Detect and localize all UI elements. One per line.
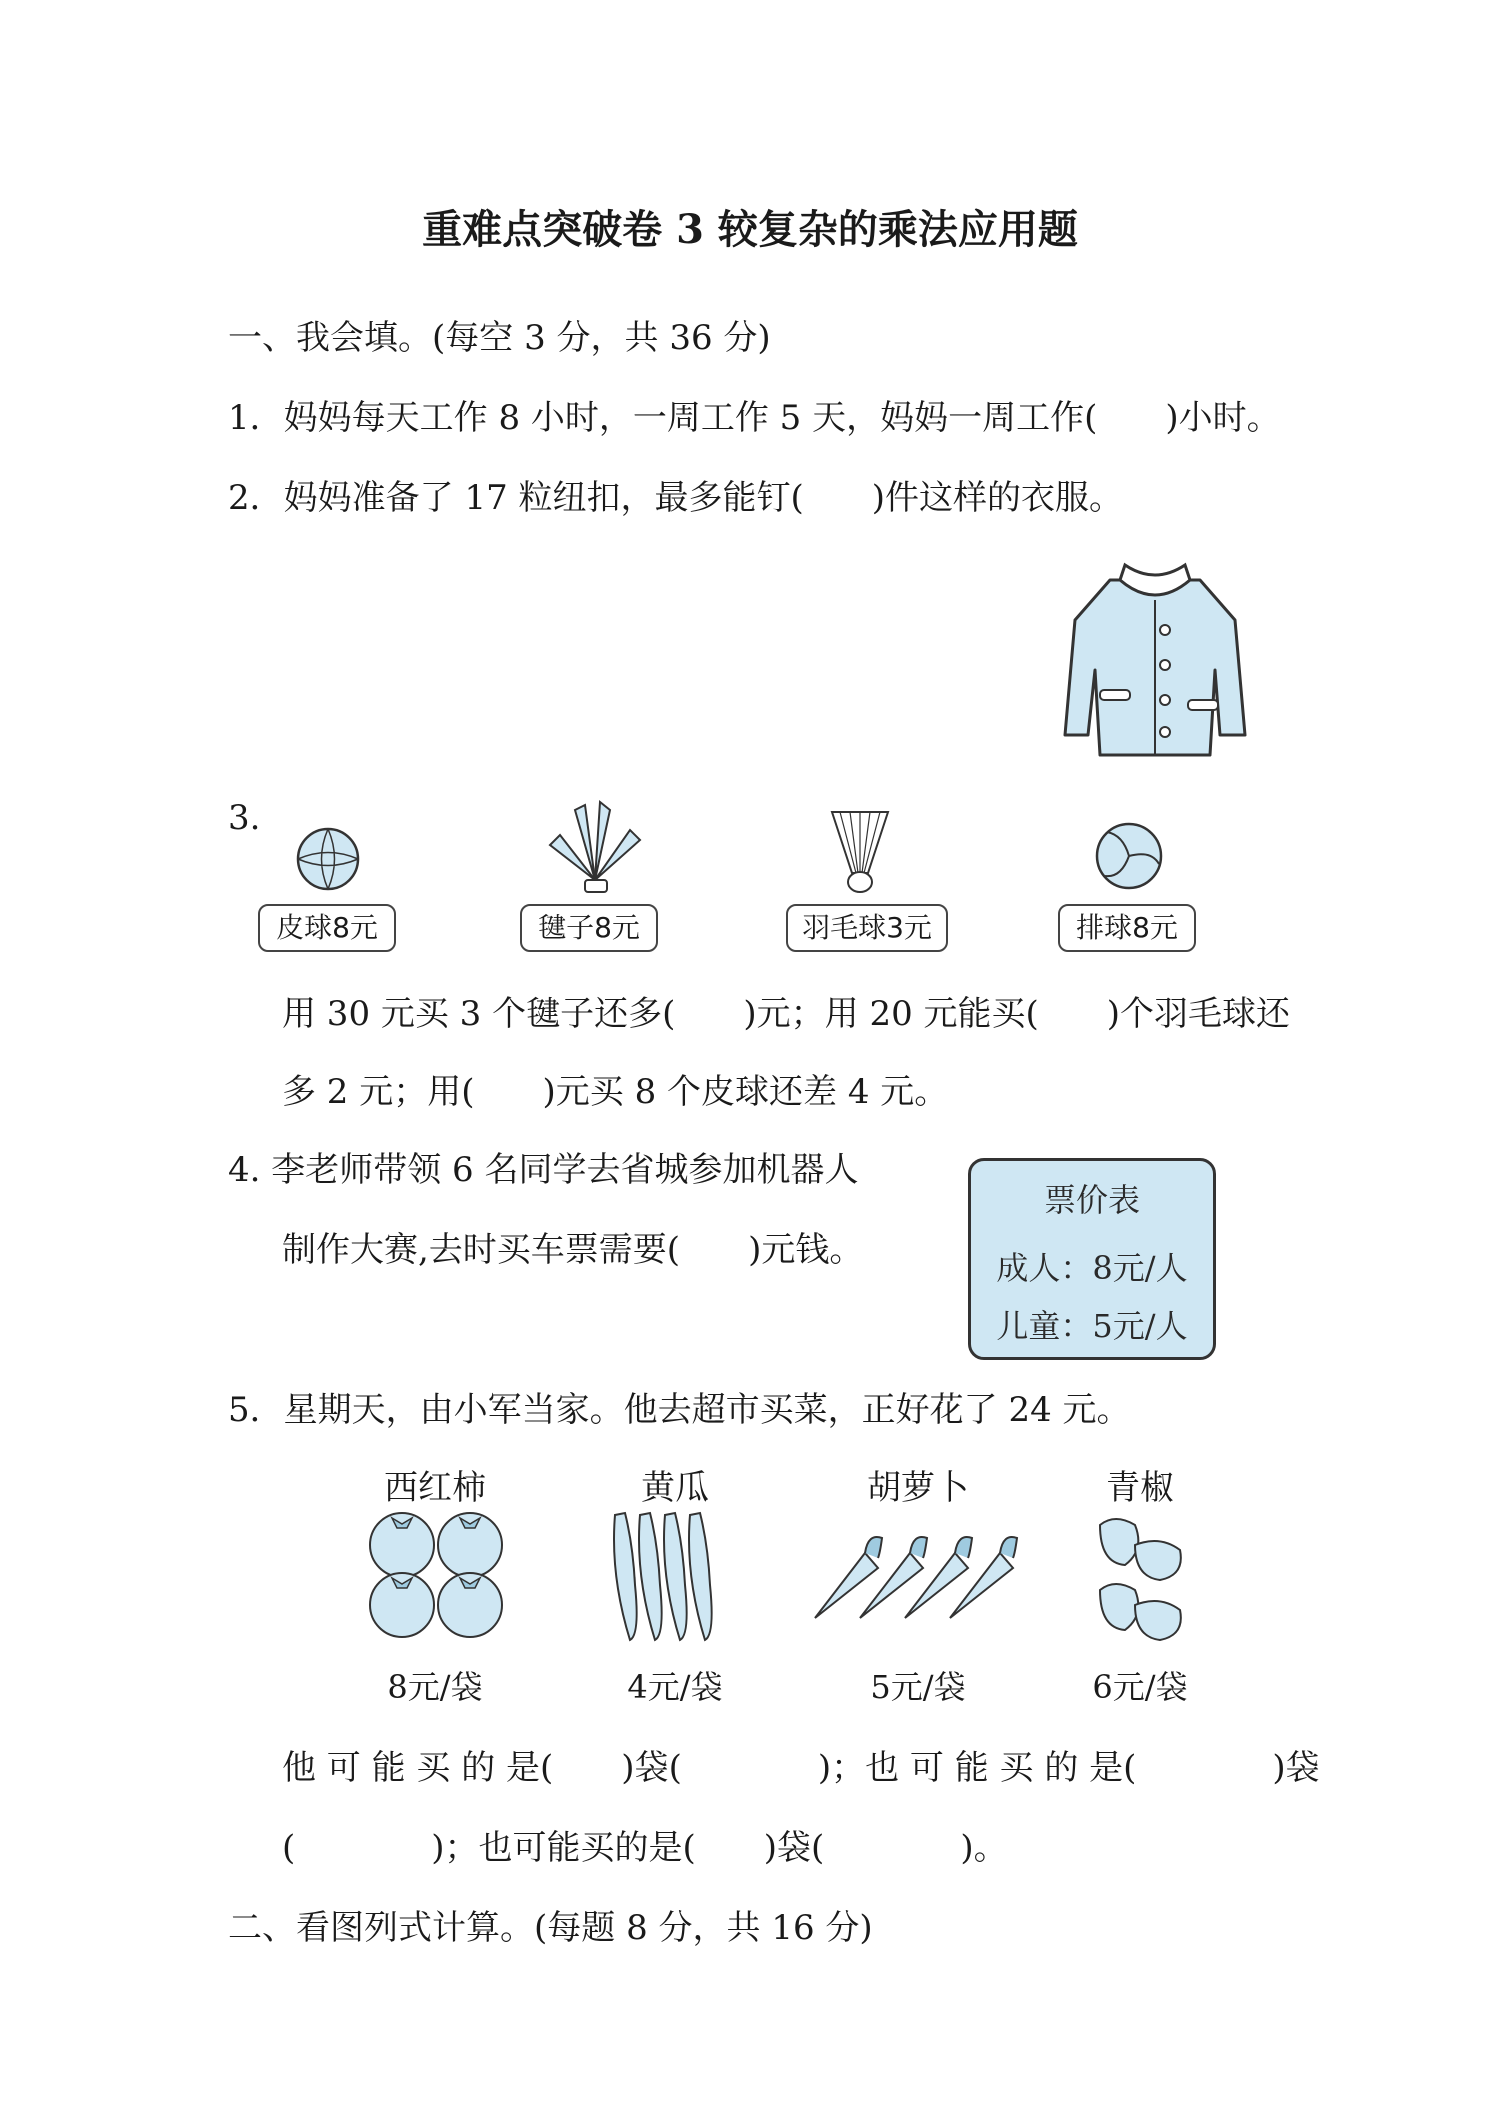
page-title: 重难点突破卷 3 较复杂的乘法应用题: [422, 206, 1078, 253]
tomato-icon: [362, 1510, 512, 1640]
pepper-icon: [1090, 1505, 1190, 1645]
shuttlecock-icon: [540, 800, 650, 900]
question-5-line2: 他 可 能 买 的 是( )袋( )；也 可 能 买 的 是( )袋: [282, 1748, 1320, 1788]
tag-volleyball: 排球8元: [1058, 904, 1196, 952]
ball-icon: [295, 826, 361, 892]
section1-heading: 一、我会填。(每空 3 分，共 36 分): [228, 318, 771, 358]
ticket-child: 儿童：5元/人: [996, 1307, 1188, 1345]
carrot-icon: [810, 1518, 1020, 1628]
veg-name-cucumber: 黄瓜: [641, 1468, 709, 1508]
section2-heading: 二、看图列式计算。(每题 8 分，共 16 分): [228, 1908, 873, 1948]
veg-name-tomato: 西红柿: [384, 1468, 486, 1508]
coat-icon: [1060, 560, 1250, 760]
veg-price-carrot: 5元/袋: [870, 1668, 966, 1706]
cucumber-icon: [605, 1505, 725, 1645]
question-3-line1: 用 30 元买 3 个毽子还多( )元；用 20 元能买( )个羽毛球还: [282, 994, 1291, 1034]
question-5-line1: 5．星期天，由小军当家。他去超市买菜，正好花了 24 元。: [228, 1390, 1131, 1430]
question-4-line2: 制作大赛,去时买车票需要( )元钱。: [282, 1230, 864, 1270]
badminton-icon: [828, 808, 892, 898]
tag-badminton: 羽毛球3元: [786, 904, 948, 952]
veg-price-tomato: 8元/袋: [387, 1668, 483, 1706]
ticket-price-table: [968, 1158, 1216, 1360]
question-4-line1: 4. 李老师带领 6 名同学去省城参加机器人: [228, 1150, 859, 1190]
question-5-line3: ( )；也可能买的是( )袋( )。: [282, 1828, 1008, 1868]
volleyball-icon: [1093, 820, 1165, 892]
question-2: 2．妈妈准备了 17 粒纽扣，最多能钉( )件这样的衣服。: [228, 478, 1124, 518]
ticket-title: 票价表: [1043, 1181, 1140, 1219]
veg-price-pepper: 6元/袋: [1092, 1668, 1188, 1706]
ticket-adult: 成人：8元/人: [996, 1249, 1188, 1287]
veg-price-cucumber: 4元/袋: [627, 1668, 723, 1706]
veg-name-pepper: 青椒: [1106, 1468, 1174, 1508]
question-3-number: 3.: [228, 798, 261, 838]
veg-name-carrot: 胡萝卜: [867, 1468, 969, 1508]
question-3-line2: 多 2 元；用( )元买 8 个皮球还差 4 元。: [282, 1072, 949, 1112]
tag-ball: 皮球8元: [258, 904, 396, 952]
tag-shuttlecock: 毽子8元: [520, 904, 658, 952]
question-1: 1．妈妈每天工作 8 小时，一周工作 5 天，妈妈一周工作( )小时。: [228, 398, 1281, 438]
